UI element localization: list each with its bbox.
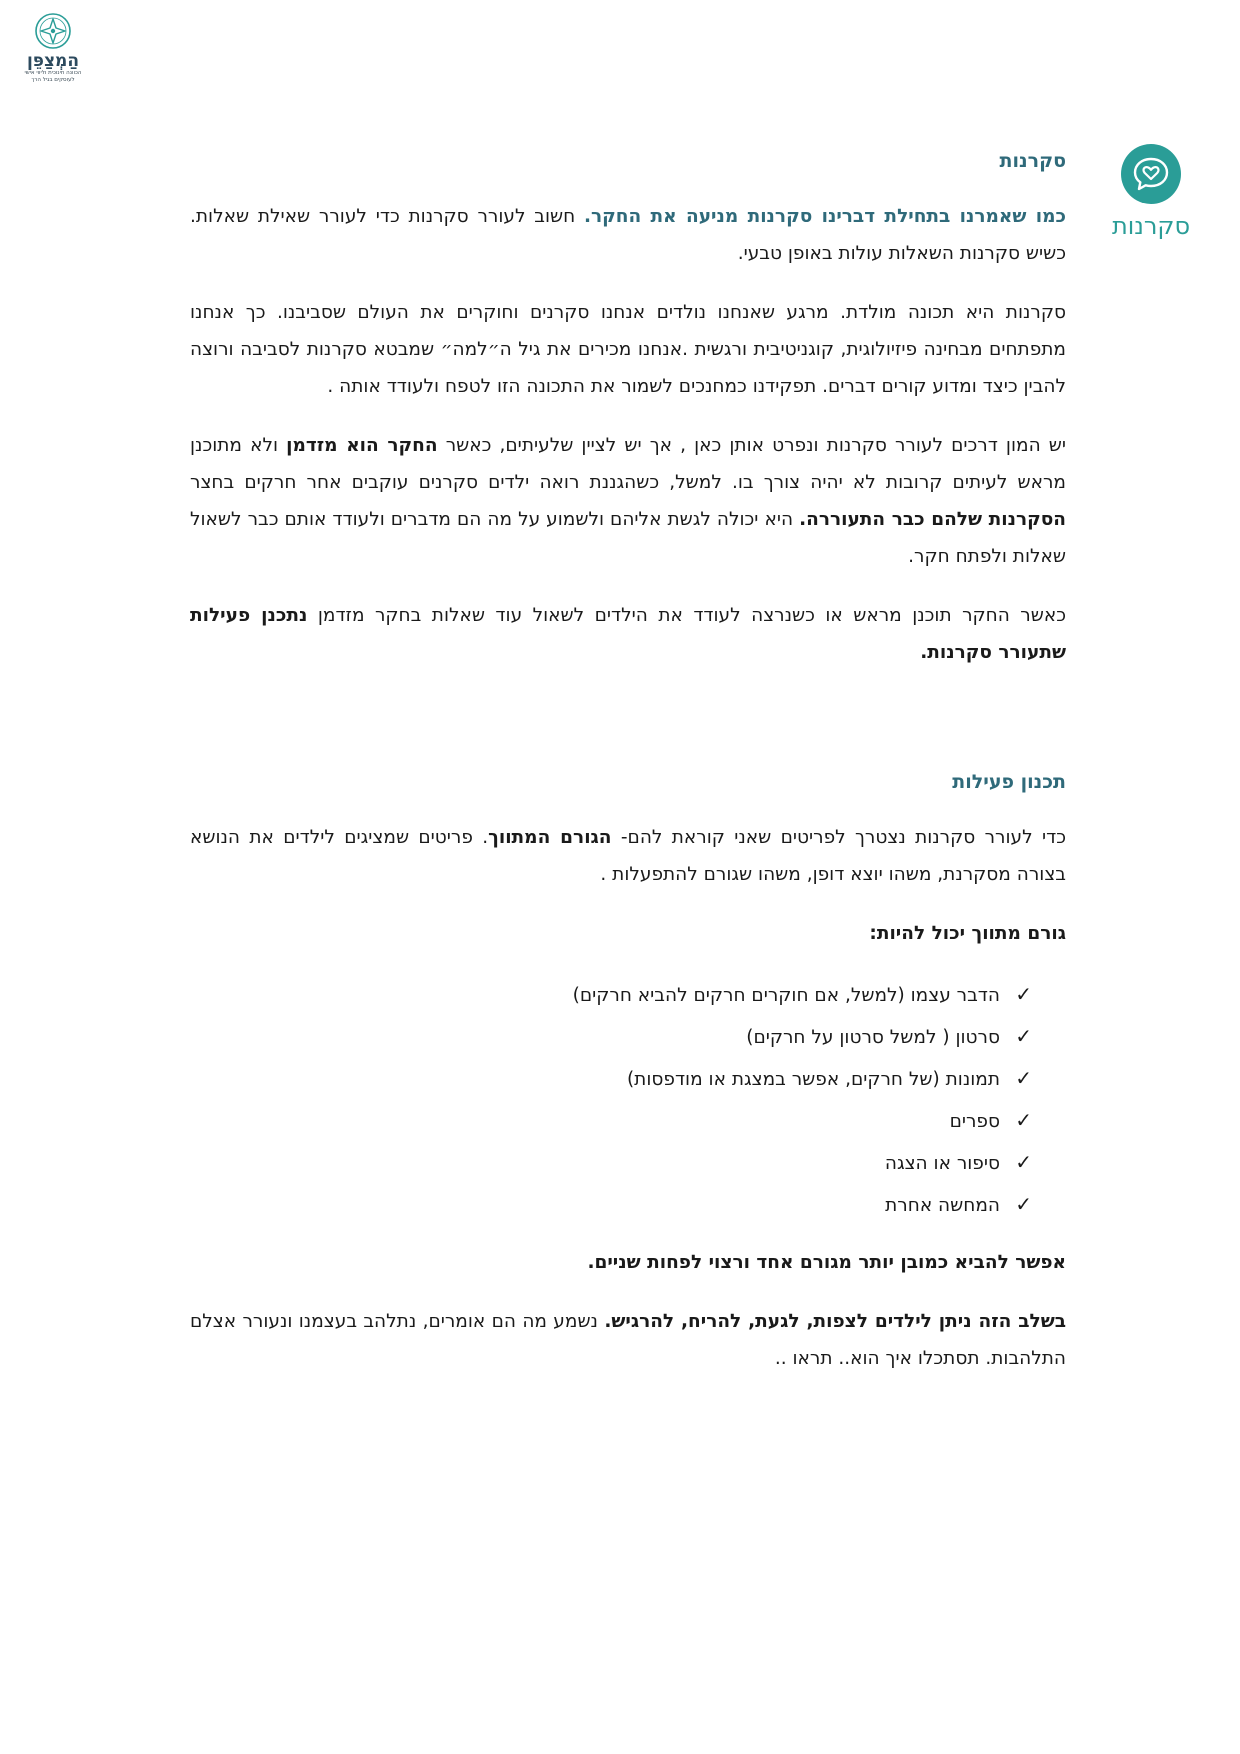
checkmark-icon: ✓	[1015, 982, 1032, 1006]
logo-subtitle-line1: הכוונה חינוכית וליווי אישי	[24, 70, 82, 76]
list-item	[190, 1016, 1032, 1058]
ways-text-b: ולא מתוכנן מראש לעיתים קרובות לא יהיה צורך בו. למשל, כשהגננת רואה ילדים סקרנים עוקבים אחר חרקים בחצר	[190, 435, 1066, 493]
mediating-bold: הגורם המתווך	[488, 827, 612, 848]
list-item-text: ספרים	[949, 1111, 1000, 1132]
list-item	[190, 1184, 1032, 1226]
logo	[12, 12, 94, 84]
list-item-text: המחשה אחרת	[885, 1195, 1000, 1216]
section-title-activity-planning: תכנון פעילות	[952, 771, 1066, 793]
list-item	[190, 1058, 1032, 1100]
checkmark-icon: ✓	[1015, 1024, 1032, 1048]
mediating-factors-list	[190, 974, 1066, 1226]
paragraph-final	[190, 1303, 1066, 1377]
intro-highlight: כמו שאמרנו בתחילת דברינו סקרנות מניעה את החקר.	[583, 206, 1066, 227]
mediating-text-b: . פריטים שמציגים לילדים את הנושא בצורה מסקרנת, משהו יוצא דופן, משהו שגורם להתפעלות .	[190, 827, 1066, 885]
section-spacer	[190, 693, 1066, 759]
checkmark-icon: ✓	[1015, 1150, 1032, 1174]
logo-subtitle-line2: לעוסקים בגיל הרך	[31, 77, 75, 83]
plan-text: כאשר החקר תוכנן מראש או כשנרצה לעודד את הילדים לשאול עוד שאלות בחקר מזדמן	[307, 605, 1066, 626]
paragraph-intro	[190, 198, 1066, 272]
paragraph-plan-activity	[190, 597, 1066, 671]
intro-text: חשוב לעורר סקרנות כדי לעורר שאילת שאלות. כשיש סקרנות השאלות עולות באופן טבעי.	[190, 206, 1066, 264]
final-bold: בשלב הזה ניתן לילדים לצפות, לגעת, להריח, להרגיש.	[604, 1311, 1067, 1332]
list-item-text: הדבר עצמו (למשל, אם חוקרים חרקים להביא חרקים)	[572, 985, 1000, 1006]
ways-text-c: היא יכולה לגשת אליהם ולשמוע על מה הם מדברים ולעודד אותם כבר לשאול שאלות ולפתח חקר.	[190, 509, 1066, 567]
ways-bold-2: הסקרנות שלהם כבר התעוררה.	[799, 509, 1066, 530]
paragraph-mediating-factor	[190, 819, 1066, 893]
checkmark-icon: ✓	[1015, 1108, 1032, 1132]
mediating-text-a: כדי לעורר סקרנות נצטרך לפריטים שאני קוראת להם-	[611, 827, 1066, 848]
main-content	[190, 138, 1066, 1399]
paragraph-note: אפשר להביא כמובן יותר מגורם אחד ורצוי לפחות שניים.	[587, 1252, 1066, 1273]
list-item	[190, 974, 1032, 1016]
heart-speech-bubble-icon	[1121, 144, 1181, 204]
list-item-text: תמונות (של חרקים, אפשר במצגת או מודפסות)	[626, 1069, 1000, 1090]
list-heading: גורם מתווך יכול להיות:	[869, 923, 1066, 944]
plan-bold: נתכנן פעילות שתעורר סקרנות.	[190, 605, 1066, 663]
compass-emblem-icon	[34, 12, 72, 50]
paragraph-ways-to-spark	[190, 427, 1066, 575]
list-item	[190, 1100, 1032, 1142]
ways-text-a: יש המון דרכים לעורר סקרנות ונפרט אותן כאן , אך יש לציין שלעיתים, כאשר	[437, 435, 1067, 456]
list-item	[190, 1142, 1032, 1184]
list-item-text: סרטון ( למשל סרטון על חרקים)	[746, 1027, 1000, 1048]
final-text: נשמע מה הם אומרים, נתלהב בעצמנו ונעורר אצלם התלהבות. תסתכלו איך הוא.. תראו ..	[190, 1311, 1066, 1369]
side-badge	[1086, 144, 1216, 240]
ways-bold-1: החקר הוא מזדמן	[286, 435, 438, 456]
list-item-text: סיפור או הצגה	[884, 1153, 1000, 1174]
logo-name: הַמְצַפֵּן	[26, 51, 80, 71]
section-title-curiosity: סקרנות	[999, 150, 1066, 172]
checkmark-icon: ✓	[1015, 1192, 1032, 1216]
paragraph-innate-curiosity: סקרנות היא תכונה מולדת. מרגע שאנחנו נולדים אנחנו סקרנים וחוקרים את העולם שסביבנו. כך אנחנו מתפתחים מבחינה פיזיולוגית, קוגניטיבית ורגשית .אנחנו מכירים את גיל ה״למה״ שמבטא סקרנות לסביבה ורוצה להבין כיצד ומדוע קורים דברים. תפקידנו כמחנכים לשמור את התכונה הזו לטפח ולעודד אותה .	[190, 302, 1066, 397]
checkmark-icon: ✓	[1015, 1066, 1032, 1090]
side-badge-label: סקרנות	[1111, 212, 1191, 240]
